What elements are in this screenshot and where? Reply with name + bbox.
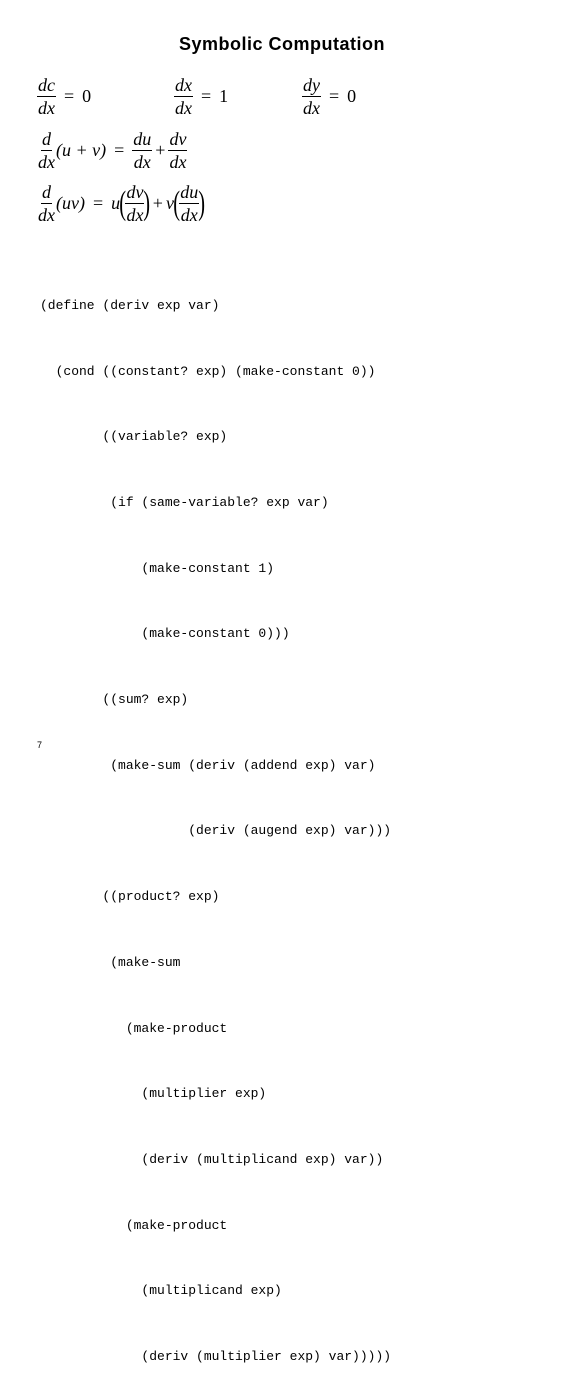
page-title: Symbolic Computation [178, 34, 385, 54]
code-line: (deriv (augend exp) var))) [40, 823, 392, 839]
right-paren: ) [198, 184, 206, 222]
right-paren: ) [143, 184, 151, 222]
fraction-numerator: dc [38, 75, 55, 95]
fraction-denominator: dx [180, 205, 198, 225]
fraction-numerator: d [42, 182, 51, 202]
code-line: (make-product [40, 1217, 228, 1233]
code-line: (make-sum (deriv (addend exp) var) [40, 757, 376, 773]
formula-dy-dx: $\frac{dy}{dx}$ = 0 [303, 75, 357, 118]
code-line: (make-constant 0))) [40, 626, 290, 642]
code-line: ((sum? exp) [40, 692, 189, 708]
fraction-denominator: dx [303, 98, 320, 118]
term-v: v [165, 193, 174, 213]
code-line: (deriv (multiplicand exp) var)) [40, 1151, 384, 1167]
fraction-numerator: du [133, 129, 152, 149]
fraction-du-dx [179, 183, 199, 224]
code-line: (multiplicand exp) [40, 1283, 282, 1299]
fraction-dc-dx [37, 76, 56, 117]
product-argument: (uv) [56, 193, 85, 213]
term-u: u [111, 193, 121, 213]
code-line: (if (same-variable? exp var) [40, 494, 329, 510]
formula-result: 1 [219, 86, 229, 106]
formula-sum-rule: $\frac{d}{dx}$ (u + v) = $\frac{du}{dx}$ + $\frac{dv}{dx}$ [38, 129, 187, 172]
fraction-dv-dx [168, 130, 187, 171]
fraction-du-dx [132, 130, 152, 171]
left-paren: ( [173, 184, 181, 222]
code-line: (deriv (multiplier exp) var))))) [40, 1349, 392, 1365]
code-line: (make-sum [40, 954, 181, 970]
fraction-numerator: d [42, 129, 51, 149]
fraction-d-dx [37, 183, 56, 224]
page-number: 7 [37, 740, 43, 750]
code-line: (make-product [40, 1020, 228, 1036]
code-line: (make-constant 1) [40, 560, 275, 576]
fraction-dx-dx [174, 76, 193, 117]
fraction-dv-dx [125, 183, 144, 224]
fraction-numerator: du [180, 182, 199, 202]
formula-dc-dx: $\frac{dc}{dx}$ = 0 [38, 75, 92, 118]
code-listing [40, 251, 391, 1390]
code-line: ((variable? exp) [40, 429, 228, 445]
formula-result: 0 [347, 86, 357, 106]
fraction-denominator: dx [126, 205, 144, 225]
formula-result: 0 [82, 86, 92, 106]
fraction-numerator: dx [175, 75, 192, 95]
formula-product-rule: $\frac{d}{dx}$ (uv) = u ( $\frac{dv}{dx}$ ) + v ( $\frac{du}{dx}$ ) [38, 182, 206, 225]
fraction-numerator: dy [303, 75, 320, 95]
fraction-denominator: dx [133, 152, 151, 172]
sum-argument: (u + v) [56, 140, 107, 160]
fraction-numerator: dv [169, 129, 187, 149]
fraction-denominator: dx [38, 205, 55, 225]
fraction-d-dx [37, 130, 56, 171]
left-paren: ( [119, 184, 127, 222]
code-line: (multiplier exp) [40, 1086, 267, 1102]
fraction-denominator: dx [38, 152, 55, 172]
fraction-denominator: dx [175, 98, 192, 118]
code-line: (cond ((constant? exp) (make-constant 0)) [40, 363, 376, 379]
fraction-denominator: dx [169, 152, 187, 172]
code-line: ((product? exp) [40, 889, 220, 905]
fraction-dy-dx [302, 76, 321, 117]
code-line: (define (deriv exp var) [40, 297, 220, 313]
fraction-numerator: dv [126, 182, 144, 202]
fraction-denominator: dx [38, 98, 55, 118]
formula-dx-dx: $\frac{dx}{dx}$ = 1 [175, 75, 229, 118]
